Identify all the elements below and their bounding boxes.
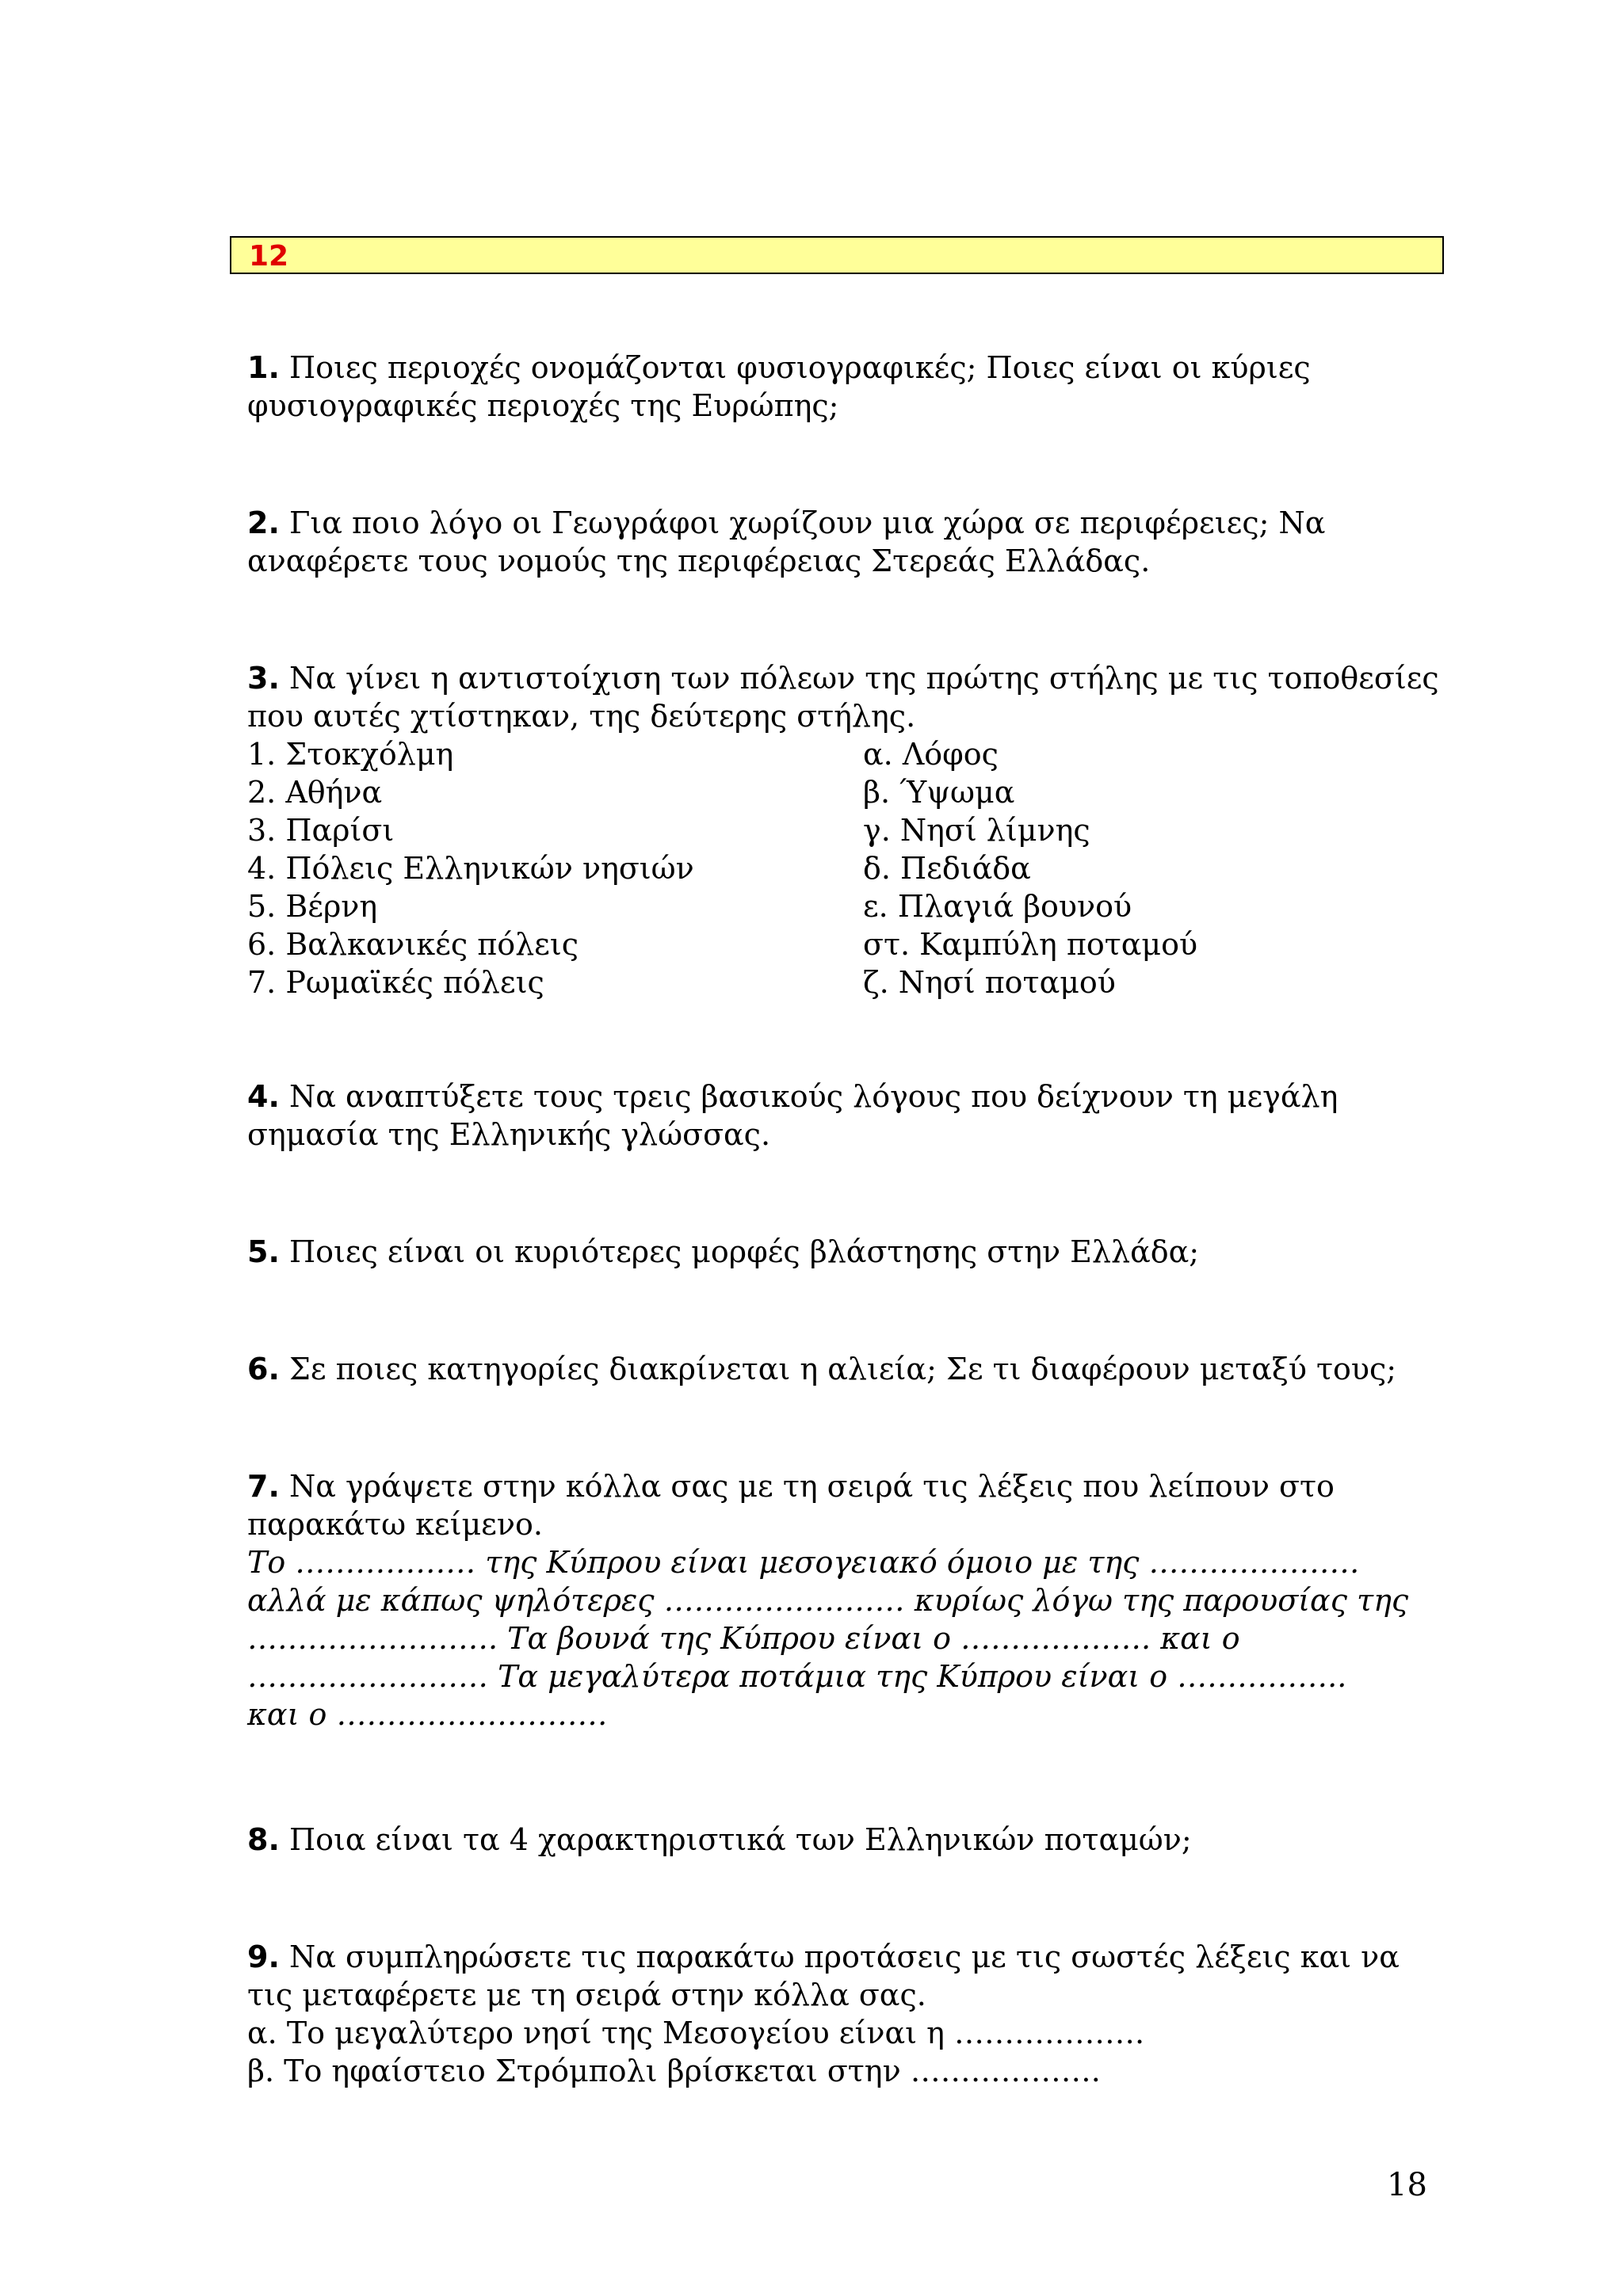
- fill-in-sentence: α. Το μεγαλύτερο νησί της Μεσογείου είναι η ……………….: [247, 2016, 1145, 2050]
- fill-in-line: και ο ………………………: [247, 1697, 608, 1732]
- question-text: Να γίνει η αντιστοίχιση των πόλεων της πρώτης στήλης με τις τοποθεσίες: [279, 661, 1439, 696]
- question-text: Να συμπληρώσετε τις παρακάτω προτάσεις με τις σωστές λέξεις και να: [279, 1939, 1400, 1974]
- matching-row: [247, 963, 1452, 1001]
- question-text: Να γράψετε στην κόλλα σας με τη σειρά τις λέξεις που λείπουν στο: [279, 1469, 1335, 1504]
- question-number: 1.: [247, 350, 280, 385]
- matching-left-item: 2. Αθήνα: [247, 775, 383, 810]
- matching-left-item: 6. Βαλκανικές πόλεις: [247, 927, 579, 962]
- question-text-cont: φυσιογραφικές περιοχές της Ευρώπης;: [247, 388, 839, 423]
- question-number: 6.: [247, 1352, 280, 1386]
- question-4: [247, 1077, 1452, 1154]
- question-text: Ποια είναι τα 4 χαρακτηριστικά των Ελληνικών ποταμών;: [279, 1822, 1192, 1857]
- section-number: 12: [249, 240, 289, 273]
- matching-left-item: 5. Βέρνη: [247, 889, 378, 924]
- matching-right-item: ε. Πλαγιά βουνού: [863, 889, 1132, 924]
- question-3: [247, 659, 1452, 1001]
- page-number: 18: [1387, 2167, 1427, 2203]
- matching-left-item: 7. Ρωμαϊκές πόλεις: [247, 965, 544, 1000]
- matching-row: [247, 735, 1452, 773]
- matching-left-item: 4. Πόλεις Ελληνικών νησιών: [247, 851, 694, 886]
- matching-right-item: δ. Πεδιάδα: [863, 851, 1031, 886]
- question-number: 5.: [247, 1234, 280, 1269]
- matching-right-item: ζ. Νησί ποταμού: [863, 965, 1116, 1000]
- fill-in-sentence: β. Το ηφαίστειο Στρόμπολι βρίσκεται στην ……………….: [247, 2054, 1101, 2088]
- matching-right-item: β. Ύψωμα: [863, 775, 1015, 810]
- matching-left-item: 3. Παρίσι: [247, 813, 395, 848]
- question-text-cont: σημασία της Ελληνικής γλώσσας.: [247, 1117, 771, 1152]
- matching-right-item: α. Λόφος: [863, 737, 999, 772]
- question-7: [247, 1467, 1452, 1733]
- question-text: Ποιες περιοχές ονομάζονται φυσιογραφικές; Ποιες είναι οι κύριες: [279, 350, 1311, 385]
- question-number: 4.: [247, 1079, 280, 1114]
- matching-row: [247, 773, 1452, 811]
- question-9: [247, 1938, 1452, 2090]
- fill-in-line: …………………… Τα μεγαλύτερα ποτάμια της Κύπρου είναι ο ……………..: [247, 1659, 1347, 1694]
- question-text: Ποιες είναι οι κυριότερες μορφές βλάστησης στην Ελλάδα;: [279, 1234, 1200, 1269]
- question-text-cont: τις μεταφέρετε με τη σειρά στην κόλλα σας.: [247, 1978, 926, 2012]
- question-number: 7.: [247, 1469, 280, 1504]
- matching-row: [247, 925, 1452, 963]
- matching-row: [247, 811, 1452, 849]
- question-text: Για ποιο λόγο οι Γεωγράφοι χωρίζουν μια χώρα σε περιφέρειες; Να: [279, 505, 1326, 540]
- question-2: [247, 504, 1452, 580]
- question-6: [247, 1350, 1452, 1388]
- question-5: [247, 1233, 1452, 1271]
- question-1: [247, 349, 1452, 425]
- fill-in-line: αλλά με κάπως ψηλότερες …………………… κυρίως λόγω της παρουσίας της: [247, 1583, 1409, 1618]
- question-8: [247, 1821, 1452, 1859]
- section-header-box: [230, 236, 1444, 274]
- matching-row: [247, 887, 1452, 925]
- matching-right-item: γ. Νησί λίμνης: [863, 813, 1090, 848]
- question-text-cont: που αυτές χτίστηκαν, της δεύτερης στήλης.: [247, 699, 916, 734]
- fill-in-line: Το ……………… της Κύπρου είναι μεσογειακό όμοιο με της …………………: [247, 1545, 1360, 1580]
- matching-right-item: στ. Καμπύλη ποταμού: [863, 927, 1198, 962]
- question-number: 9.: [247, 1939, 280, 1974]
- question-number: 2.: [247, 505, 280, 540]
- fill-in-line: ……………………. Τα βουνά της Κύπρου είναι ο ………………. και ο: [247, 1621, 1240, 1656]
- matching-table: [247, 735, 1452, 1001]
- matching-row: [247, 849, 1452, 887]
- question-text-cont: παρακάτω κείμενο.: [247, 1507, 543, 1542]
- question-number: 3.: [247, 661, 280, 696]
- question-text-cont: αναφέρετε τους νομούς της περιφέρειας Στερεάς Ελλάδας.: [247, 543, 1151, 578]
- question-text: Σε ποιες κατηγορίες διακρίνεται η αλιεία; Σε τι διαφέρουν μεταξύ τους;: [279, 1352, 1397, 1386]
- question-number: 8.: [247, 1822, 280, 1857]
- question-text: Να αναπτύξετε τους τρεις βασικούς λόγους που δείχνουν τη μεγάλη: [279, 1079, 1338, 1114]
- matching-left-item: 1. Στοκχόλμη: [247, 737, 454, 772]
